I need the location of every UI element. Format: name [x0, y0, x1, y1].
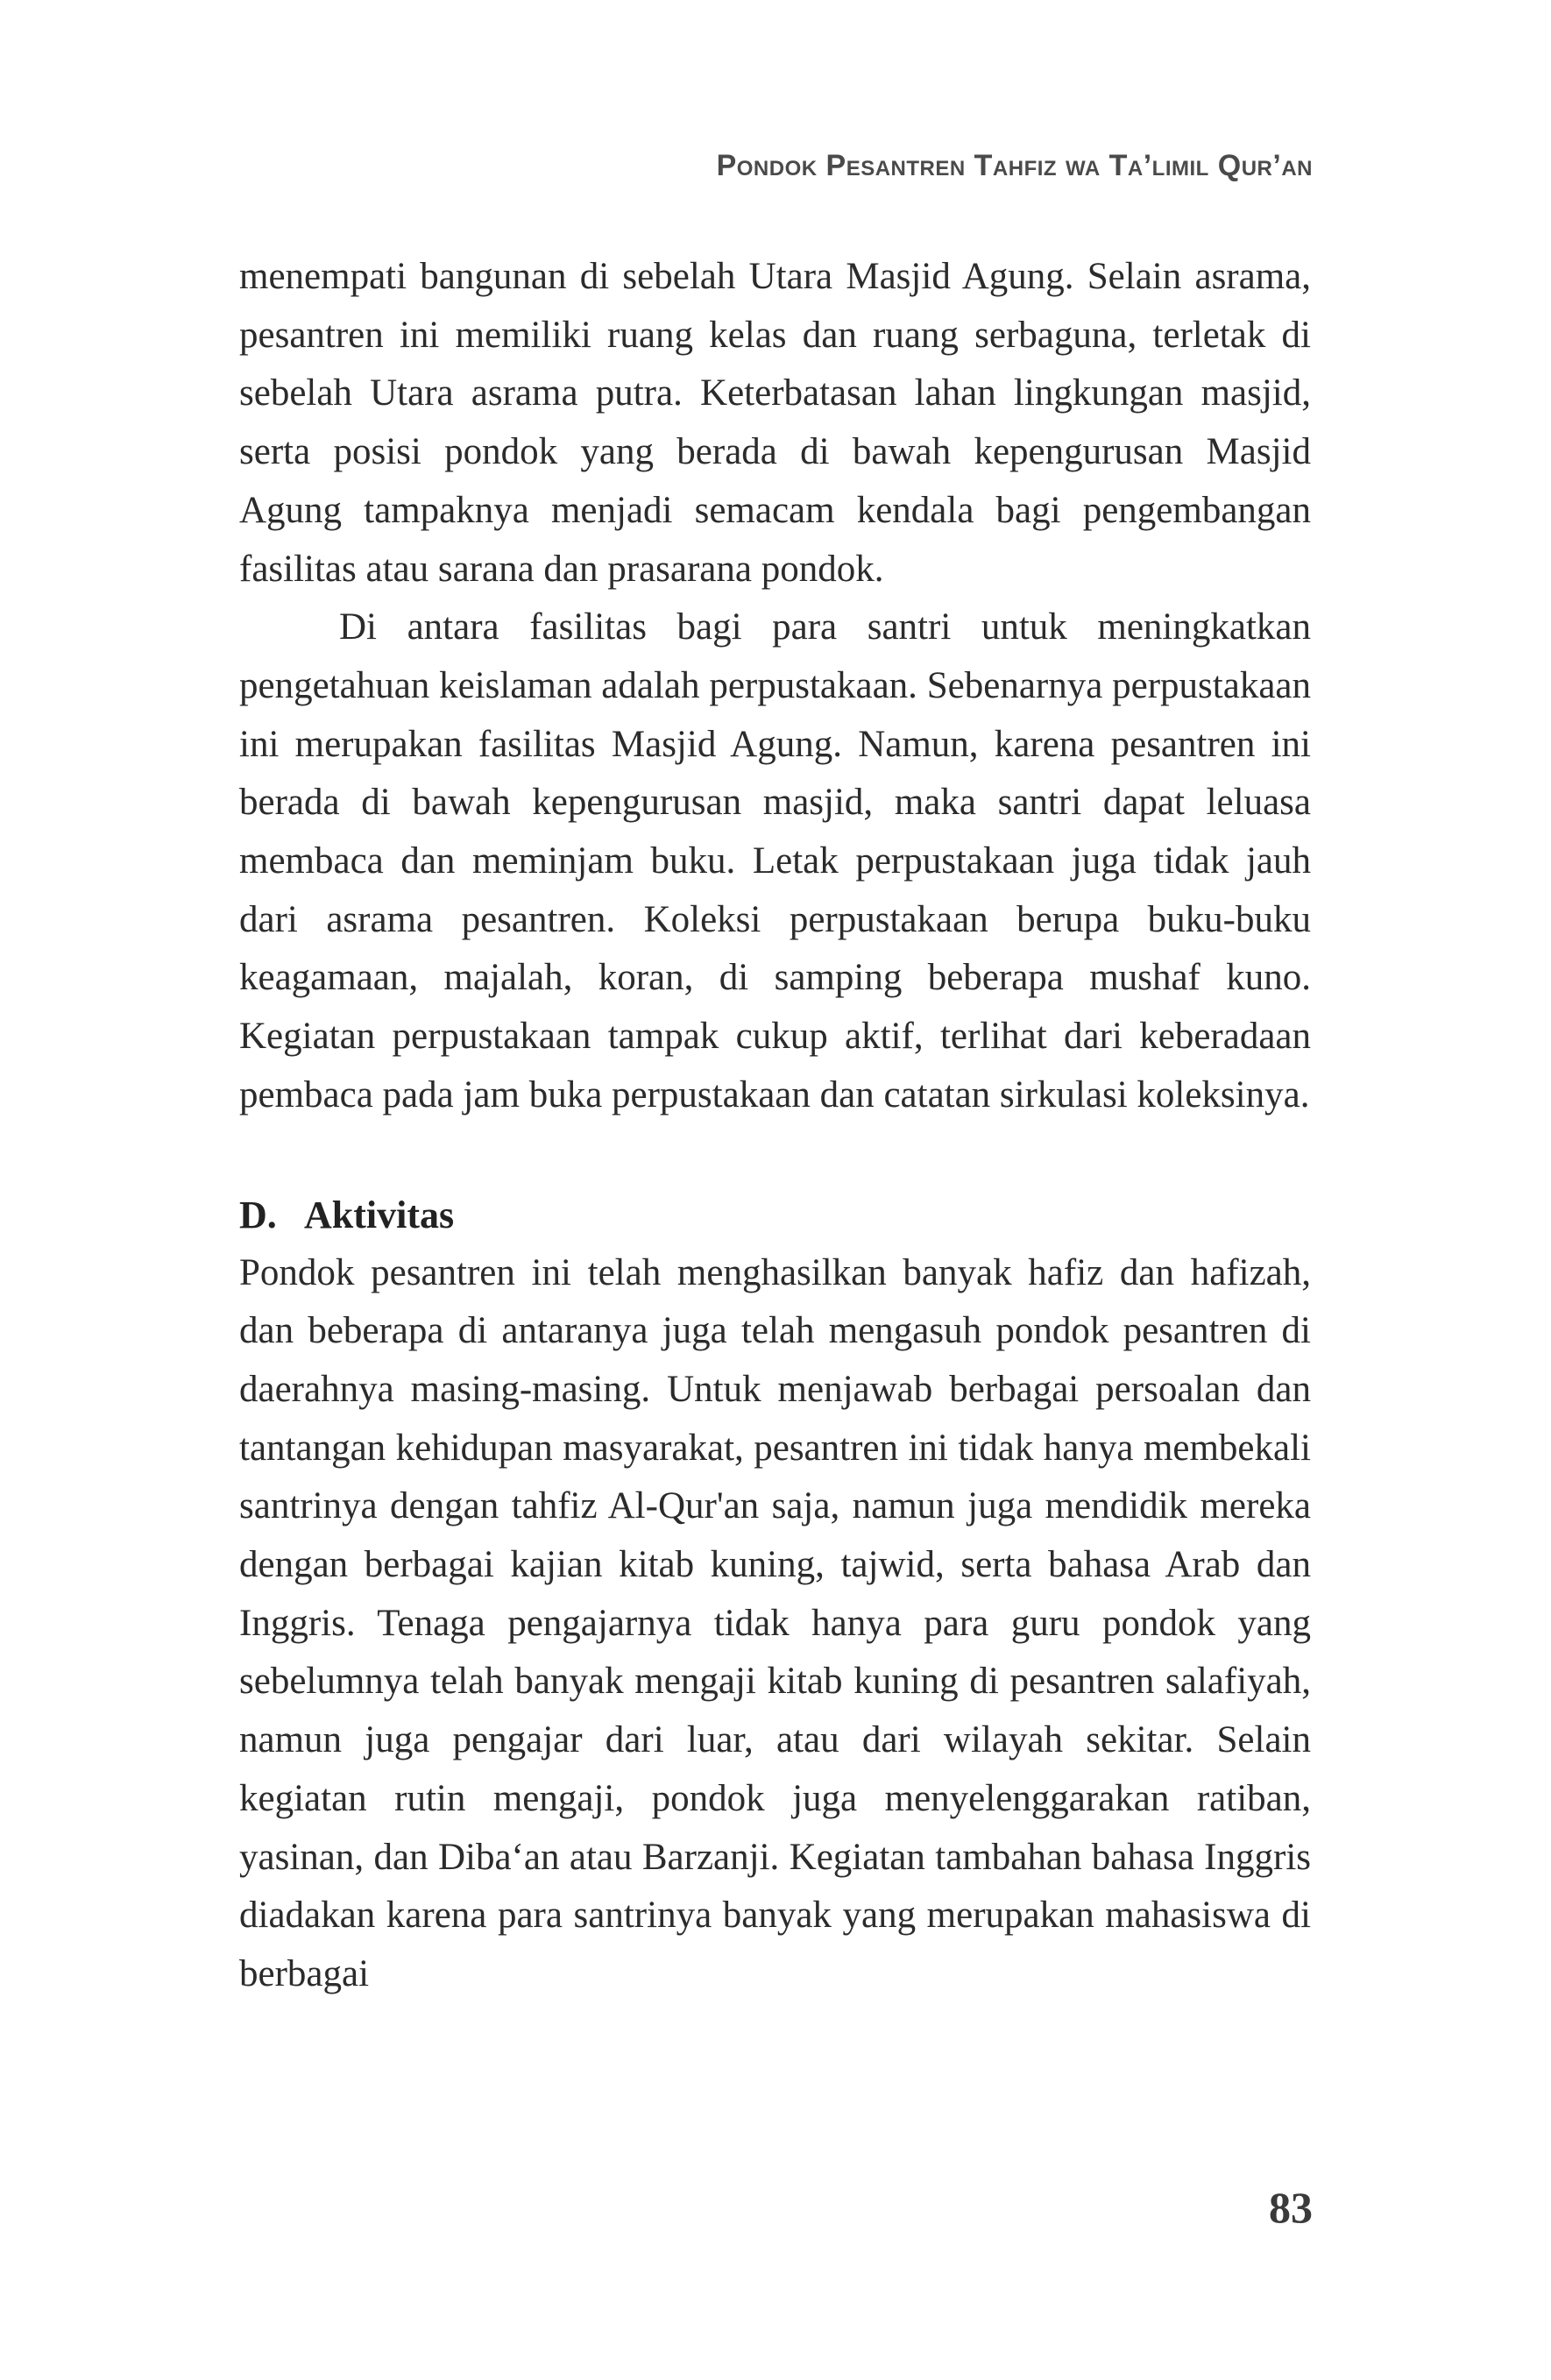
section-heading	[239, 1186, 1311, 1244]
page-number: 83	[1269, 2183, 1313, 2232]
body-text	[239, 248, 1311, 2004]
section-letter: D.	[239, 1193, 277, 1236]
section-title: Aktivitas	[304, 1193, 455, 1236]
paragraph-facilities: menempati bangunan di sebelah Utara Masjid Agung. Selain asrama, pesantren ini memiliki ruang kelas dan ruang serbaguna, terletak di sebelah Utara asrama putra. Keterbatasan lahan lingkungan masjid, serta posisi pondok yang berada di bawah kepengurusan Masjid Agung tampaknya menjadi semacam kendala bagi pengembangan fasilitas atau sarana dan prasarana pondok.	[239, 256, 1311, 590]
paragraph-activities: Pondok pesantren ini telah menghasilkan banyak hafiz dan hafizah, dan beberapa di antaranya juga telah mengasuh pondok pesantren di daerahnya masing-masing. Untuk menjawab berbagai persoalan dan tantangan kehidupan masyarakat, pesantren ini tidak hanya membekali santrinya dengan tahfiz Al-Qur'an saja, namun juga mendidik mereka dengan berbagai kajian kitab kuning, tajwid, serta bahasa Arab dan Inggris. Tenaga pengajarnya tidak hanya para guru pondok yang sebelumnya telah banyak mengaji kitab kuning di pesantren salafiyah, namun juga pengajar dari luar, atau dari wilayah sekitar. Selain kegiatan rutin mengaji, pondok juga menyelenggarakan ratiban, yasinan, dan Diba‘an atau Barzanji. Kegiatan tambahan bahasa Inggris diadakan karena para santrinya banyak yang merupakan mahasiswa di berbagai	[239, 1251, 1311, 1994]
running-header: Pondok Pesantren Tahfiz wa Ta’limil Qur’an	[716, 149, 1313, 182]
paragraph-library: Di antara fasilitas bagi para santri untuk meningkatkan pengetahuan keislaman adalah perpustakaan. Sebenarnya perpustakaan ini merupakan fasilitas Masjid Agung. Namun, karena pesantren ini berada di bawah kepengurusan masjid, maka santri dapat leluasa membaca dan meminjam buku. Letak perpustakaan juga tidak jauh dari asrama pesantren. Koleksi perpustakaan berupa buku-buku keagamaan, majalah, koran, di samping beberapa mushaf kuno. Kegiatan perpustakaan tampak cukup aktif, terlihat dari keberadaan pembaca pada jam buka perpustakaan dan catatan sirkulasi koleksinya.	[239, 606, 1311, 1116]
